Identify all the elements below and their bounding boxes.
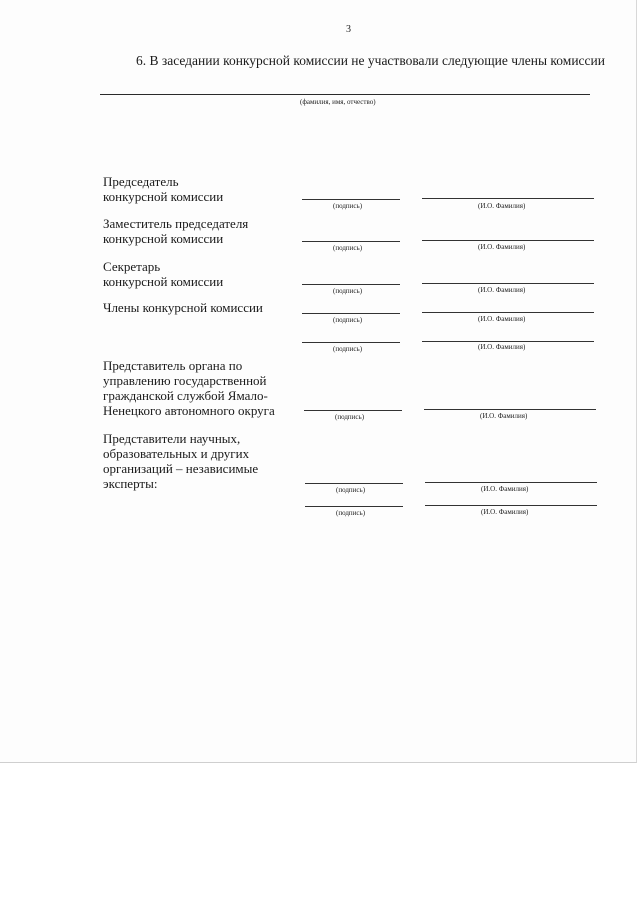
- name-line-member-1: [422, 312, 594, 313]
- role-line: конкурсной комиссии: [103, 274, 224, 289]
- name-caption: (И.О. Фамилия): [478, 315, 526, 323]
- role-line: управлению государственной: [103, 373, 267, 388]
- role-secretary: [103, 259, 223, 289]
- name-caption: (И.О. Фамилия): [478, 286, 526, 294]
- role-deputy: [103, 216, 248, 246]
- name-caption: (И.О. Фамилия): [478, 343, 526, 351]
- fio-caption: (фамилия, имя, отчество): [300, 98, 376, 106]
- signature-caption: (подпись): [336, 509, 366, 517]
- role-line: Председатель: [103, 174, 179, 189]
- signature-line-member-1: [302, 313, 400, 314]
- signature-caption: (подпись): [333, 244, 363, 252]
- signature-line-chairman: [302, 199, 400, 200]
- role-line: Заместитель председателя: [103, 216, 249, 231]
- role-line: Ненецкого автономного округа: [103, 403, 275, 418]
- signature-caption: (подпись): [333, 345, 363, 353]
- role-line: Представители научных,: [103, 431, 241, 446]
- role-line: Представитель органа по: [103, 358, 243, 373]
- role-line: конкурсной комиссии: [103, 189, 224, 204]
- signature-line-secretary: [302, 284, 400, 285]
- page-number: 3: [346, 24, 351, 35]
- signature-line-expert-2: [305, 506, 403, 507]
- role-state-representative: [103, 358, 275, 418]
- signature-caption: (подпись): [336, 486, 366, 494]
- fio-line: [100, 94, 590, 95]
- role-line: конкурсной комиссии: [103, 231, 224, 246]
- role-line: гражданской службой Ямало-: [103, 388, 268, 403]
- role-line: организаций – независимые: [103, 461, 259, 476]
- signature-line-state-representative: [304, 410, 402, 411]
- name-caption: (И.О. Фамилия): [480, 412, 528, 420]
- role-line: Секретарь: [103, 259, 161, 274]
- role-line: образовательных и других: [103, 446, 250, 461]
- role-experts: [103, 431, 258, 491]
- role-line: Члены конкурсной комиссии: [103, 300, 263, 315]
- name-line-chairman: [422, 198, 594, 199]
- signature-line-expert-1: [305, 483, 403, 484]
- name-caption: (И.О. Фамилия): [478, 243, 526, 251]
- role-members: [103, 300, 263, 315]
- paragraph-absent-members: 6. В заседании конкурсной комиссии не участвовали следующие члены комиссии: [136, 53, 605, 68]
- name-caption: (И.О. Фамилия): [478, 202, 526, 210]
- name-line-member-2: [422, 341, 594, 342]
- signature-caption: (подпись): [335, 413, 365, 421]
- name-line-state-representative: [424, 409, 596, 410]
- signature-caption: (подпись): [333, 316, 363, 324]
- role-chairman: [103, 174, 223, 204]
- name-caption: (И.О. Фамилия): [481, 485, 529, 493]
- signature-line-deputy: [302, 241, 400, 242]
- signature-caption: (подпись): [333, 202, 363, 210]
- name-line-expert-2: [425, 505, 597, 506]
- signature-line-member-2: [302, 342, 400, 343]
- name-line-deputy: [422, 240, 594, 241]
- name-line-expert-1: [425, 482, 597, 483]
- role-line: эксперты:: [103, 476, 158, 491]
- name-line-secretary: [422, 283, 594, 284]
- signature-caption: (подпись): [333, 287, 363, 295]
- name-caption: (И.О. Фамилия): [481, 508, 529, 516]
